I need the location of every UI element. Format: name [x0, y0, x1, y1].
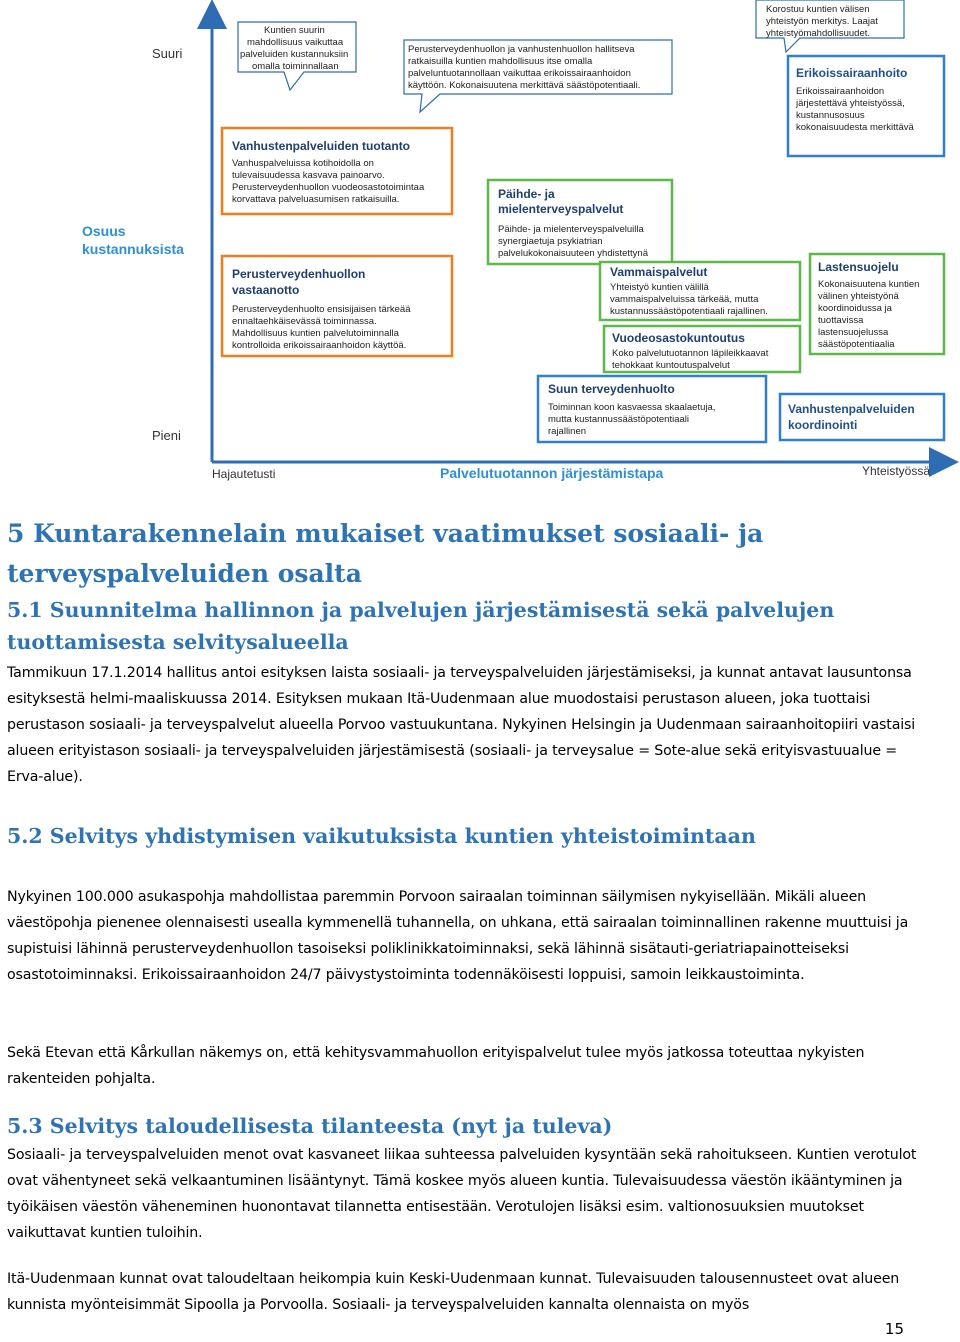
paragraph-5-3-b: Itä-Uudenmaan kunnat ovat taloudeltaan heikompia kuin Keski-Uudenmaan kunnat. Tulevaisuuden talousennusteet ovat alueen kunnista myönteisimmät Sipoolla ja Porvoolla. Sosiaali- ja terveyspalveluiden kannalta olennaista on myös — [7, 1271, 900, 1313]
svg-text:Vanhuspalveluissa kotihoidolla: Vanhuspalveluissa kotihoidolla on tulevaisuudessa kasvava painoarvo. Perusterveydenhuollon vuodeosastotoimintaa korvattava palveluasumisen ratkaisuilla. — [232, 158, 425, 205]
svg-text:Lastensuojelu: Lastensuojelu — [818, 260, 899, 274]
axis-x-left-label: Hajautetusti — [212, 467, 276, 481]
paragraph-5-1: Tammikuun 17.1.2014 hallitus antoi esityksen laista sosiaali- ja terveyspalveluiden järjestämiseksi, ja kunnat antavat lausuntonsa esityksestä helmi-maaliskuussa 2014. Esityksen mukaan Itä-Uudenmaan alue muodostaisi perustason alueen, joka tuottaisi perustason sosiaali- ja terveyspalvelut alueella Porvoo vastuukuntana. Nykyinen Helsingin ja Uudenmaan sairaanhoitopiiri vastaisi alueen erityistason sosiaali- ja terveyspalveluiden järjestämisestä (sosiaali- ja terveysalue = Sote-alue sekä erityisvastuualue = Erva-alue). — [7, 665, 916, 785]
axis-y-bottom-label: Pieni — [152, 428, 181, 443]
svg-text:Vanhustenpalveluiden koo: Vanhustenpalveluiden koordinointi — [788, 402, 915, 432]
paragraph-5-2-b: Sekä Etevan että Kårkullan näkemys on, että kehitysvammahuollon erityispalvelut tulee myös jatkossa toteuttaa nykyisten rakenteiden pohjalta. — [7, 1045, 865, 1087]
svg-text:Erikoissairaanhoito: Erikoissairaanhoito — [796, 66, 908, 80]
box-erikoissairaanhoito — [788, 56, 944, 156]
box-vammaispalvelut — [600, 262, 800, 320]
box-paihde-mielenterveyspalvelut — [488, 180, 672, 264]
callout-top-text: Perusterveydenhuollon ja vanhustenhuollon hallitseva ratkaisuilla kuntien mahdollisuus itse omalla palveluntuotannollaan vaikuttaa erikoissairaanhoidon käyttöön. Kokonaisuutena merkittävä säästöpotentiaali. — [408, 44, 641, 91]
heading-section-5-1: 5.1 Suunnitelma hallinnon ja palvelujen järjestämisestä sekä palvelujen tuottamisesta selvitysalueella — [7, 598, 835, 654]
callout-right-text: Korostuu kuntien välisen yhteistyön merkitys. Laajat yhteistyömahdollisuudet. — [766, 4, 878, 39]
svg-text:Vanhustenpalveluiden tuotanto: Vanhustenpalveluiden tuotanto — [232, 139, 411, 153]
page-number: 15 — [884, 1320, 904, 1338]
paragraph-5-3-a: Sosiaali- ja terveyspalveluiden menot ovat kasvaneet liikaa suhteessa palveluiden kysyntään sekä rahoitukseen. Kuntien verotulot ovat vähentyneet sekä velkaantuminen lisääntynyt. Tämä koskee myös alueen kuntia. Tulevaisuudessa väestön ikääntyminen ja työikäisen väestön väheneminen huonontavat tilannetta entisestään. Verotulojen lisäksi esim. valtionosuuksien muutokset vaikuttavat kuntien tuloihin. — [7, 1147, 917, 1241]
svg-text:Vammaispalvelut: Vammaispalvelut — [610, 265, 708, 279]
box-lastensuojelu — [810, 254, 944, 354]
box-vanhustenpalveluiden-tuotanto — [222, 128, 452, 214]
svg-text:Kokonaisuutena kuntien v: Kokonaisuutena kuntien välinen yhteistyönä koordinoidussa ja tuottavissa lastensuojelussa säästöpotentiaalia — [818, 279, 920, 350]
axis-x-right-label: Yhteistyössä — [862, 464, 931, 478]
heading-section-5: 5 Kuntarakennelain mukaiset vaatimukset sosiaali- ja terveyspalveluiden osalta — [7, 519, 764, 588]
axis-y-top-label: Suuri — [152, 46, 183, 61]
heading-section-5-2: 5.2 Selvitys yhdistymisen vaikutuksista kuntien yhteistoimintaan — [7, 824, 756, 848]
heading-section-5-3: 5.3 Selvitys taloudellisesta tilanteesta (nyt ja tuleva) — [7, 1114, 613, 1138]
svg-text:Yhteistyö kuntien välillä: Yhteistyö kuntien välillä vammaispalveluissa tärkeää, mutta kustannussäästöpotentiaali rajallinen. — [610, 282, 768, 317]
svg-text:Erikoissairaanhoidon jär: Erikoissairaanhoidon järjestettävä yhteistyössä, kustannusosuus kokonaisuudesta merkittävä — [796, 86, 914, 133]
svg-text:Koko palvelutuotannon läpileik: Koko palvelutuotannon läpileikkaavat tehokkaat kuntoutuspalvelut — [612, 348, 769, 371]
svg-text:Vuodeosastokuntoutus: Vuodeosastokuntoutus — [612, 331, 745, 345]
svg-text:Toiminnan koon kasvaessa skaal: Toiminnan koon kasvaessa skaalaetuja, mutta kustannussäästöpotentiaali rajallinen — [548, 402, 716, 437]
svg-text:Perusterveydenhuolto ensisijai: Perusterveydenhuolto ensisijaisen tärkeää ennaltaehkäisevässä toiminnassa. Mahdollisuus kuntien palvelutoiminnalla kontrolloida erikoissairaanhoidon käyttöä. — [232, 304, 411, 351]
box-vanhustenpalveluiden-koordinointi — [780, 394, 944, 440]
box-vuodeosastokuntoutus — [604, 326, 800, 372]
svg-text:Suun terveydenhuolto: Suun terveydenhuolto — [548, 382, 675, 396]
svg-text:Päihde- ja mielenterveys: Päihde- ja mielenterveyspalvelut — [498, 187, 624, 216]
cost-share-diagram — [0, 0, 960, 490]
callout-left-text: Kuntien suurin mahdollisuus vaikuttaa palveluiden kustannuksiin omalla toiminnallaan — [240, 25, 349, 72]
svg-text:Perusterveydenhuollon va: Perusterveydenhuollon vastaanotto — [232, 267, 366, 297]
paragraph-5-2-a: Nykyinen 100.000 asukaspohja mahdollistaa paremmin Porvoon sairaalan toiminnan säilymisen nykyisellään. Mikäli alueen väestöpohja pienenee olennaisesti usealla kymmenellä tuhannella, on uhkana, että sairaalan toiminnallinen rakenne muuttuisi ja supistuisi lähinnä perusterveydenhuollon tasoiseksi poliklinikkatoiminnaksi, sekä lähinnä sisätauti-geriatriapainotteiseksi osastotoiminnaksi. Erikoissairaanhoidon 24/7 päivystystoiminta todennäköisesti loppuisi, samoin leikkaustoiminta. — [7, 889, 909, 983]
box-perusterveydenhuollon-vastaanotto — [222, 256, 452, 356]
box-suun-terveydenhuolto — [538, 376, 766, 442]
axis-x-mid-label: Palvelutuotannon järjestämistapa — [440, 465, 664, 481]
svg-text:Päihde- ja mielenterveyspalvel: Päihde- ja mielenterveyspalveluilla synergiaetuja psykiatrian palvelukokonaisuuteen yhdistettynä — [498, 224, 648, 259]
axis-y-mid-label: Osuus kustannuksista — [82, 223, 184, 257]
